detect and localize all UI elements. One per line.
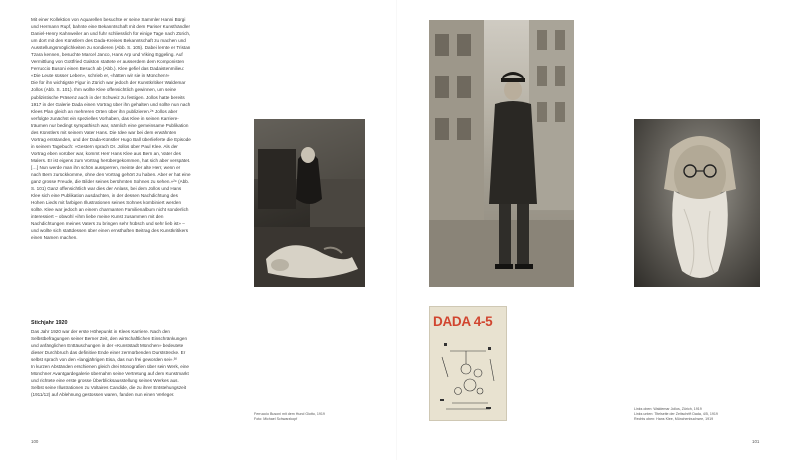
caption-line: Links unten: Titelseite der Zeitschrift Dada, 4/5, 1919 xyxy=(634,412,718,416)
caption-line: Foto: Michael Schwarzkopf xyxy=(254,417,298,421)
section-heading: Stichjahr 1920 xyxy=(31,320,68,326)
photo-busoni-with-dog xyxy=(254,119,365,287)
dada-magazine-cover xyxy=(429,306,507,421)
paragraph: Das Jahr 1920 war der erste Höhepunkt in Klees Karriere. Nach den Selbstbefragungen seiner Berner Zeit, den wirtschaftlichen Einschränkungen und anfänglichen Enttäuschungen in der «Kunststadt München» bedeutete dieser Durchbruch das definitive Ende einer zermürbenden Durststrecke. Er selbst sprach von den «langjährigen Eisa, das nun frei geworden sei».³⁰ xyxy=(31,329,188,363)
body-text-intro xyxy=(31,16,191,242)
page-number-right: 101 xyxy=(752,439,760,444)
paragraph: In kurzen Abständen erschienen gleich drei Monografien über sein Werk, eine Münchner Avantgardegalerie übernahm seine Vertretung auf dem Kunstmarkt und richtete eine erste grosse Überblicksausstellung seines Werkes aus. Selbst seine Illustrationen zu Voltaires Candide, die zu ihrer Entstehungszeit (1911/12) auf Ablehnung gestossen waren, fanden nun einen Verleger. xyxy=(31,364,189,398)
caption-right xyxy=(634,407,774,422)
caption-line: Links oben: Waldemar Jollos, Zürich, 1919 xyxy=(634,407,702,411)
caption-line: Ferruccio Busoni mit dem Hund Giotto, 1919 xyxy=(254,412,325,416)
paragraph: Die für ihn wichtigste Figur in Zürich war jedoch der Kunstkritiker Waldemar Jollos (Abb. S. 101). Ihm wollte Klee offensichtlich gewinnen, um seine publizistische Präsenz auch in der Schweiz zu festigen. Jollos hatte bereits 1917 in der Galerie Dada einen Vortrag über ihn gehalten und sollte nun nach Klees Plan gleich an mehreren Orten über ihn publizieren.²⁸ Jollos aber verfolgte zunächst ein spezielles Vorhaben, das Klee in seinen Karriere-träumen nur bedingt sympathisch war, nämlich eine gemeinsame Publikation des Künstlers mit seinem Vater Hans. Die Idee war bei dem erwähnten Vortrag entstanden, und der Dada-Künstler Hugo Ball überlieferte die Episode in seinem Tagebuch: «Gestern sprach Dr. Jollos über Paul Klee. Als der Vortrag eben vorüber war, kommt Herr Hans Klee aus Bern an, Vater des Malers. Er ist eigens zum Vortrag herübergekommen, hat sich aber verspätet. […] Nun werde man ihn schön aussperren, meinte der alte Herr, wenn er nach Bern zurückkomme, ohne den Vortrag gehört zu haben. Aber er hat eine ganz grosse Freude, die Bilder seines berühmten Sohnes zu sehen.»²⁹ (Abb. S. 101) Ganz offensichtlich war dies der Anlass, bei dem Jollos und Hans Klee sich eine Publikation ausdachten, in der dessen Nachdichtung des Hohen Lieds mit farbigen Illustrationen seines Sohnes kombiniert werden sollte. Klee war jedoch an einem charmanten Familienalbum nicht sonderlich interessiert – obwohl «ihm liebe meine Kunst zusammen mit den Nachdichtungen meines Vaters zu bringen sehr hübsch und sehr lieb ist» – und wollte sich stattdessen über einen ernsthaften Beitrag des Kunstkritikers einen Namen machen. xyxy=(31,80,191,241)
page-number-left: 100 xyxy=(31,439,39,444)
machine-drawing-icon xyxy=(430,307,506,420)
photo-jollos-street xyxy=(429,20,574,287)
caption-busoni xyxy=(254,412,374,422)
caption-line: Rechts oben: Hans Klee, Münchenbuchsee, 1919 xyxy=(634,417,714,421)
page-gutter xyxy=(396,0,397,460)
cover-title: DADA 4-5 xyxy=(433,314,493,329)
body-text-section xyxy=(31,328,191,398)
photo-hans-klee-portrait xyxy=(634,119,760,287)
paragraph: Mit einer Kollektion von Aquarellen besuchte er seine Sammler Hanni Bürgi und Hermann Rupf, bahnte eine Bekanntschaft mit dem Pariser Kunsthändler Daniel-Henry Kahnweiler an und fuhr schliesslich für einige Tage nach Zürich, um dort mit den Künstlern des Dada-Kreises Bekanntschaft zu machen und Ausstellungsmöglichkeiten zu sondieren (Abb. S. 105). Dabei lernte er Tristan Tzara kennen, besuchte Marcel Janco, Hans Arp und Viking Eggeling. Auf Vermittlung von Gottfried Galston stattete er ausserdem dem Komponisten Ferruccio Busoni einen Besuch ab (Abb.). Klee gefiel das Dadaistenmilieu: «Die Leute süsser Leben», schrieb er, «hätten wir sie in München!» xyxy=(31,17,191,79)
